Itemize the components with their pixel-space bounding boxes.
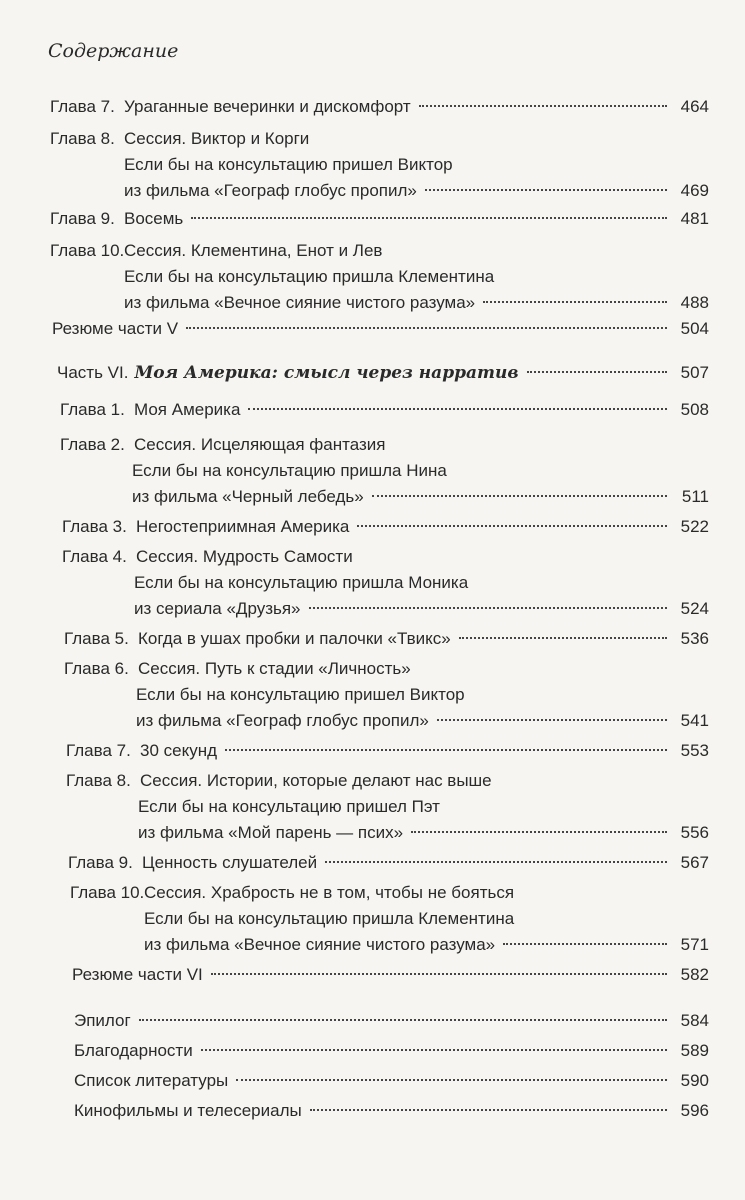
entry-title: Эпилог bbox=[74, 1011, 131, 1030]
chapter-label: Глава 10. bbox=[50, 241, 125, 260]
leader-dots bbox=[225, 749, 667, 751]
entry-title: Резюме части VI bbox=[72, 965, 203, 984]
toc-entry bbox=[50, 92, 709, 121]
entry-title: из фильма «Вечное сияние чистого разума» bbox=[124, 293, 476, 312]
chapter-label: Глава 8. bbox=[66, 771, 131, 790]
page-number: 504 bbox=[680, 319, 709, 338]
toc-entry-subtitle bbox=[144, 930, 709, 959]
toc-entry-subtitle bbox=[124, 262, 709, 291]
leader-dots bbox=[310, 1109, 667, 1111]
page-number: 582 bbox=[680, 965, 709, 984]
chapter-label: Глава 7. bbox=[50, 97, 115, 116]
toc-entry-subtitle bbox=[134, 568, 709, 597]
page-header: Содержание bbox=[48, 40, 179, 62]
entry-title: Если бы на консультацию пришла Клементина bbox=[124, 267, 495, 286]
leader-dots bbox=[459, 637, 667, 639]
entry-title: Когда в ушах пробки и палочки «Твикс» bbox=[138, 629, 451, 648]
toc-entry-subtitle bbox=[136, 680, 709, 709]
entry-title: из сериала «Друзья» bbox=[134, 599, 301, 618]
entry-title: Если бы на консультацию пришел Виктор bbox=[136, 685, 465, 704]
leader-dots bbox=[211, 973, 667, 975]
page-number: 508 bbox=[680, 400, 709, 419]
toc-entry-subtitle bbox=[136, 706, 709, 735]
chapter-label: Глава 8. bbox=[50, 129, 115, 148]
entry-title: из фильма «Географ глобус пропил» bbox=[136, 711, 429, 730]
page-number: 584 bbox=[680, 1011, 709, 1030]
toc-entry-subtitle bbox=[134, 594, 709, 623]
part-label: Часть VI. bbox=[57, 363, 129, 382]
entry-title: Восемь bbox=[124, 209, 184, 228]
leader-dots bbox=[483, 301, 667, 303]
leader-dots bbox=[527, 371, 668, 373]
entry-title: Если бы на консультацию пришел Виктор bbox=[124, 155, 453, 174]
leader-dots bbox=[411, 831, 667, 833]
page-number: 464 bbox=[680, 97, 709, 116]
page-number: 507 bbox=[680, 363, 709, 382]
toc-part-heading bbox=[57, 358, 709, 387]
entry-title: Благодарности bbox=[74, 1041, 193, 1060]
entry-title: Ценность слушателей bbox=[142, 853, 318, 872]
leader-dots bbox=[325, 861, 667, 863]
entry-title: 30 секунд bbox=[140, 741, 218, 760]
toc-entry bbox=[50, 204, 709, 233]
page-number: 556 bbox=[680, 823, 709, 842]
page-number: 481 bbox=[680, 209, 709, 228]
entry-title: Список литературы bbox=[74, 1071, 229, 1090]
toc-entry bbox=[50, 124, 709, 153]
toc-entry bbox=[50, 236, 709, 265]
chapter-label: Глава 3. bbox=[62, 517, 127, 536]
entry-title: Если бы на консультацию пришла Клементина bbox=[144, 909, 515, 928]
toc-entry-subtitle bbox=[132, 456, 709, 485]
entry-title: Сессия. Исцеляющая фантазия bbox=[134, 435, 386, 454]
leader-dots bbox=[419, 105, 667, 107]
chapter-label: Глава 10. bbox=[70, 883, 145, 902]
entry-title: из фильма «Географ глобус пропил» bbox=[124, 181, 417, 200]
toc-entry bbox=[64, 654, 709, 683]
leader-dots bbox=[372, 495, 667, 497]
toc-entry-backmatter bbox=[74, 1066, 709, 1095]
toc-entry bbox=[60, 430, 709, 459]
leader-dots bbox=[248, 408, 667, 410]
leader-dots bbox=[437, 719, 667, 721]
entry-title: из фильма «Мой парень — псих» bbox=[138, 823, 404, 842]
page-number: 522 bbox=[680, 517, 709, 536]
toc-entry-subtitle bbox=[124, 288, 709, 317]
toc-entry bbox=[72, 960, 709, 989]
toc-entry bbox=[68, 848, 709, 877]
toc-entry bbox=[60, 395, 709, 424]
entry-title: Сессия. Истории, которые делают нас выше bbox=[140, 771, 492, 790]
page-number: 567 bbox=[680, 853, 709, 872]
chapter-label: Глава 9. bbox=[68, 853, 133, 872]
toc-entry bbox=[62, 542, 709, 571]
page-number: 590 bbox=[680, 1071, 709, 1090]
page-number: 571 bbox=[680, 935, 709, 954]
entry-title: Если бы на консультацию пришла Моника bbox=[134, 573, 469, 592]
leader-dots bbox=[309, 607, 667, 609]
part-title: Моя Америка: смысл через нарратив bbox=[134, 363, 519, 383]
toc-entry bbox=[52, 314, 709, 343]
entry-title: Сессия. Мудрость Самости bbox=[136, 547, 353, 566]
entry-title: Если бы на консультацию пришел Пэт bbox=[138, 797, 440, 816]
toc-entry-backmatter bbox=[74, 1096, 709, 1125]
leader-dots bbox=[425, 189, 667, 191]
chapter-label: Глава 9. bbox=[50, 209, 115, 228]
toc-entry bbox=[66, 736, 709, 765]
leader-dots bbox=[236, 1079, 667, 1081]
toc-entry-subtitle bbox=[138, 792, 709, 821]
page-number: 541 bbox=[680, 711, 709, 730]
entry-title: Сессия. Храбрость не в том, чтобы не бояться bbox=[144, 883, 515, 902]
chapter-label: Глава 7. bbox=[66, 741, 131, 760]
page-number: 488 bbox=[680, 293, 709, 312]
entry-title: Сессия. Путь к стадии «Личность» bbox=[138, 659, 411, 678]
toc-entry-subtitle bbox=[138, 818, 709, 847]
entry-title: Сессия. Клементина, Енот и Лев bbox=[124, 241, 383, 260]
chapter-label: Глава 1. bbox=[60, 400, 125, 419]
chapter-label: Глава 4. bbox=[62, 547, 127, 566]
toc-entry-subtitle bbox=[132, 482, 709, 511]
toc-entry bbox=[62, 512, 709, 541]
page-number: 536 bbox=[680, 629, 709, 648]
toc-entry bbox=[64, 624, 709, 653]
leader-dots bbox=[139, 1019, 667, 1021]
toc-entry-subtitle bbox=[124, 176, 709, 205]
page-number: 469 bbox=[680, 181, 709, 200]
entry-title: из фильма «Вечное сияние чистого разума» bbox=[144, 935, 496, 954]
page-number: 553 bbox=[680, 741, 709, 760]
entry-title: Кинофильмы и телесериалы bbox=[74, 1101, 302, 1120]
page-number: 511 bbox=[681, 487, 709, 506]
toc-entry-subtitle bbox=[124, 150, 709, 179]
page-number: 596 bbox=[680, 1101, 709, 1120]
leader-dots bbox=[201, 1049, 667, 1051]
toc-entry-backmatter bbox=[74, 1036, 709, 1065]
page-number: 524 bbox=[680, 599, 709, 618]
toc-entry bbox=[70, 878, 709, 907]
leader-dots bbox=[357, 525, 667, 527]
leader-dots bbox=[191, 217, 667, 219]
entry-title: Сессия. Виктор и Корги bbox=[124, 129, 310, 148]
chapter-label: Глава 5. bbox=[64, 629, 129, 648]
entry-title: Резюме части V bbox=[52, 319, 179, 338]
toc-entry bbox=[66, 766, 709, 795]
entry-title: Если бы на консультацию пришла Нина bbox=[132, 461, 447, 480]
chapter-label: Глава 6. bbox=[64, 659, 129, 678]
leader-dots bbox=[186, 327, 667, 329]
entry-title: Ураганные вечеринки и дискомфорт bbox=[124, 97, 411, 116]
toc-entry-subtitle bbox=[144, 904, 709, 933]
toc-entry-backmatter bbox=[74, 1006, 709, 1035]
page-number: 589 bbox=[680, 1041, 709, 1060]
chapter-label: Глава 2. bbox=[60, 435, 125, 454]
leader-dots bbox=[503, 943, 667, 945]
entry-title: из фильма «Черный лебедь» bbox=[132, 487, 364, 506]
entry-title: Негостеприимная Америка bbox=[136, 517, 350, 536]
entry-title: Моя Америка bbox=[134, 400, 241, 419]
